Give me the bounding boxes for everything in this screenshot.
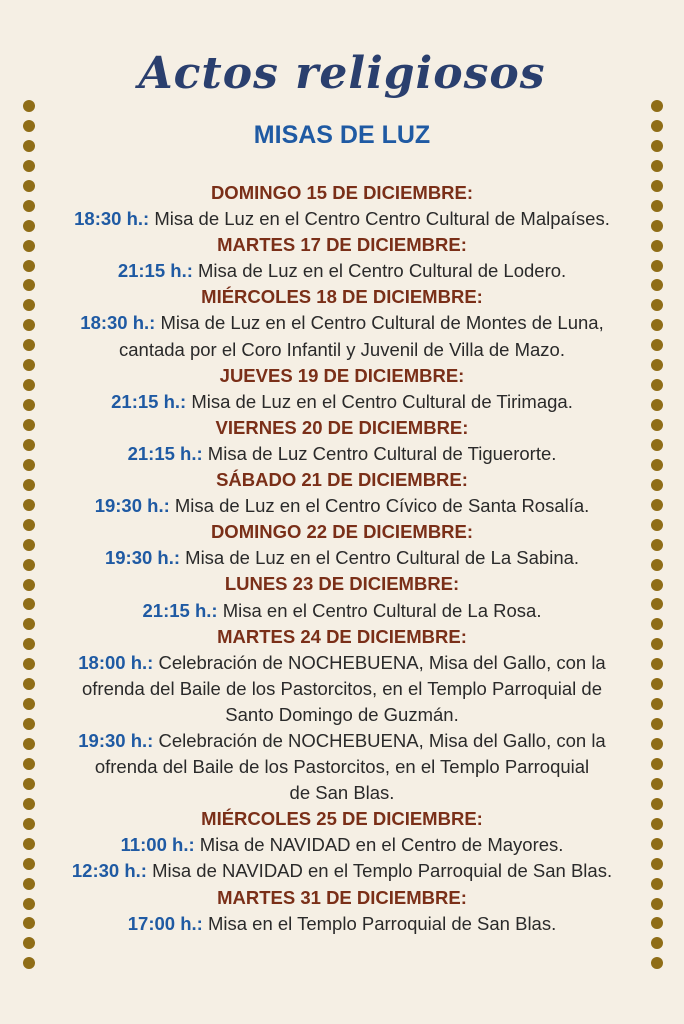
border-dot (23, 778, 35, 790)
border-dot (651, 559, 663, 571)
border-dot (23, 898, 35, 910)
mass-description: Misa de NAVIDAD en el Centro de Mayores. (194, 834, 564, 856)
day-heading: MARTES 24 DE DICIEMBRE: (217, 625, 467, 647)
border-dot (651, 200, 663, 212)
schedule-line (38, 754, 646, 780)
day-heading: MARTES 17 DE DICIEMBRE: (217, 234, 467, 256)
schedule-line (38, 676, 646, 702)
mass-description: Misa de NAVIDAD en el Templo Parroquial de San Blas. (146, 860, 613, 882)
border-dot (23, 758, 35, 770)
day-heading: MARTES 31 DE DICIEMBRE: (217, 886, 467, 908)
border-dot (23, 160, 35, 172)
schedule-line (38, 389, 646, 415)
border-dot (651, 439, 663, 451)
mass-time: 19:30 h.: (94, 495, 170, 517)
day-heading: MIÉRCOLES 18 DE DICIEMBRE: (201, 286, 483, 308)
border-dot (651, 260, 663, 272)
schedule-line (38, 441, 646, 467)
mass-schedule (38, 180, 646, 937)
border-dot (651, 957, 663, 969)
mass-description: Misa en el Centro Cultural de La Rosa. (217, 599, 542, 621)
border-dot (23, 738, 35, 750)
border-dot (23, 459, 35, 471)
border-dot (23, 818, 35, 830)
border-dot (23, 937, 35, 949)
border-dot (651, 598, 663, 610)
mass-description: Celebración de NOCHEBUENA, Misa del Gallo, con la (153, 651, 606, 673)
border-dot (23, 100, 35, 112)
border-dot (651, 279, 663, 291)
border-dot (23, 339, 35, 351)
mass-description: Misa de Luz en el Centro Centro Cultural de Malpaíses. (149, 208, 610, 230)
mass-description: Misa de Luz en el Centro Cultural de Lodero. (192, 260, 567, 282)
schedule-line (38, 337, 646, 363)
border-dot (23, 359, 35, 371)
mass-time: 21:15 h.: (111, 390, 187, 412)
mass-description: cantada por el Coro Infantil y Juvenil de Villa de Mazo. (119, 338, 565, 360)
border-dot (23, 957, 35, 969)
schedule-line (38, 702, 646, 728)
mass-time: 21:15 h.: (142, 599, 218, 621)
border-dot (651, 818, 663, 830)
border-dot (23, 200, 35, 212)
mass-time: 21:15 h.: (117, 260, 193, 282)
border-dot (23, 299, 35, 311)
border-dot (23, 579, 35, 591)
border-dot (651, 319, 663, 331)
border-dot (23, 419, 35, 431)
border-dot (23, 917, 35, 929)
mass-description: ofrenda del Baile de los Pastorcitos, en el Templo Parroquial (94, 756, 590, 778)
mass-description: Celebración de NOCHEBUENA, Misa del Gallo, con la (153, 729, 606, 751)
schedule-line (38, 780, 646, 806)
border-dot (23, 559, 35, 571)
day-heading: DOMINGO 22 DE DICIEMBRE: (210, 521, 474, 543)
border-dot (651, 738, 663, 750)
mass-time: 18:30 h.: (80, 312, 156, 334)
page-title: Actos religiosos (138, 48, 546, 99)
mass-description: ofrenda del Baile de los Pastorcitos, en el Templo Parroquial de (81, 677, 603, 699)
mass-description: Misa de Luz en el Centro Cultural de Montes de Luna, (155, 312, 604, 334)
border-dot (23, 379, 35, 391)
border-dot (651, 180, 663, 192)
border-dot (651, 618, 663, 630)
border-dot (651, 519, 663, 531)
day-heading: MIÉRCOLES 25 DE DICIEMBRE: (201, 808, 483, 830)
border-dot (23, 598, 35, 610)
border-dot (651, 100, 663, 112)
schedule-line (38, 206, 646, 232)
schedule-line (38, 493, 646, 519)
border-dot (651, 479, 663, 491)
border-dot (23, 479, 35, 491)
mass-time: 21:15 h.: (127, 442, 203, 464)
schedule-line (38, 650, 646, 676)
border-dot (23, 658, 35, 670)
border-dot (23, 798, 35, 810)
border-dot (23, 180, 35, 192)
border-dot (23, 718, 35, 730)
border-dot (651, 917, 663, 929)
day-heading: SÁBADO 21 DE DICIEMBRE: (216, 469, 468, 491)
border-dot (651, 678, 663, 690)
border-dot (23, 698, 35, 710)
schedule-line (38, 258, 646, 284)
mass-description: Misa de Luz en el Centro Cultural de Tirimaga. (186, 390, 573, 412)
mass-time: 19:30 h.: (104, 547, 181, 569)
mass-description: Misa de Luz en el Centro Cívico de Santa Rosalía. (169, 495, 590, 517)
mass-time: 17:00 h.: (127, 912, 203, 934)
schedule-line (38, 598, 646, 624)
border-dot (651, 579, 663, 591)
border-dot (23, 838, 35, 850)
day-heading: LUNES 23 DE DICIEMBRE: (224, 573, 460, 595)
day-heading: DOMINGO 15 DE DICIEMBRE: (210, 182, 474, 203)
mass-time: 11:00 h.: (120, 834, 195, 856)
mass-description: Misa de Luz en el Centro Cultural de La Sabina. (180, 547, 580, 569)
mass-description: Misa de Luz Centro Cultural de Tiguerorte. (202, 442, 557, 464)
border-dot (651, 898, 663, 910)
schedule-line (38, 832, 646, 858)
day-heading: VIERNES 20 DE DICIEMBRE: (215, 416, 469, 438)
border-dot (23, 319, 35, 331)
border-dot (651, 399, 663, 411)
mass-description: Santo Domingo de Guzmán. (225, 703, 459, 725)
border-dot (651, 718, 663, 730)
border-dot (23, 858, 35, 870)
schedule-line (38, 310, 646, 336)
border-dot (651, 299, 663, 311)
border-dot (23, 638, 35, 650)
border-dot (23, 618, 35, 630)
border-dot (651, 658, 663, 670)
border-dot (651, 858, 663, 870)
border-dot (651, 758, 663, 770)
border-dot (23, 678, 35, 690)
schedule-line (38, 858, 646, 884)
border-dot (23, 499, 35, 511)
border-dot (651, 379, 663, 391)
border-dot (651, 160, 663, 172)
border-dot (651, 539, 663, 551)
border-dot (651, 838, 663, 850)
border-dot (651, 359, 663, 371)
border-dot (651, 937, 663, 949)
border-dot (651, 798, 663, 810)
border-dot (651, 778, 663, 790)
day-heading: JUEVES 19 DE DICIEMBRE: (219, 364, 465, 386)
border-dot (651, 638, 663, 650)
border-dot (651, 499, 663, 511)
border-dot (651, 240, 663, 252)
schedule-line (38, 545, 646, 571)
left-dot-border (23, 100, 37, 969)
border-dot (23, 399, 35, 411)
border-dot (651, 698, 663, 710)
right-dot-border (651, 100, 665, 969)
mass-time: 18:00 h.: (78, 651, 154, 673)
mass-time: 19:30 h.: (78, 729, 154, 751)
border-dot (651, 419, 663, 431)
schedule-line (38, 728, 646, 754)
border-dot (23, 220, 35, 232)
mass-time: 18:30 h.: (74, 208, 150, 230)
border-dot (23, 878, 35, 890)
border-dot (651, 459, 663, 471)
border-dot (23, 519, 35, 531)
schedule-line (38, 911, 646, 937)
mass-time: 12:30 h.: (71, 860, 147, 882)
border-dot (23, 539, 35, 551)
border-dot (23, 439, 35, 451)
border-dot (651, 878, 663, 890)
mass-description: Misa en el Templo Parroquial de San Blas. (202, 912, 557, 934)
mass-description: de San Blas. (289, 782, 395, 804)
border-dot (23, 279, 35, 291)
border-dot (651, 339, 663, 351)
border-dot (651, 220, 663, 232)
border-dot (23, 240, 35, 252)
border-dot (23, 260, 35, 272)
section-subtitle: MISAS DE LUZ (253, 121, 431, 149)
